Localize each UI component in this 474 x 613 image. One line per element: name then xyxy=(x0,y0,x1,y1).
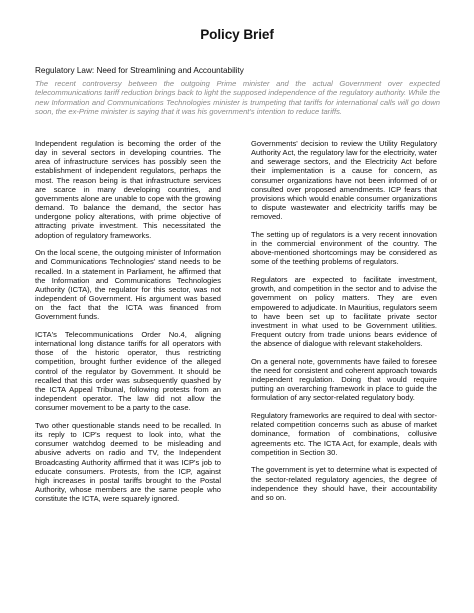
body-paragraph: ICTA's Telecommunications Order No.4, aligning international long distance tariffs for all operators with those of the historic operator, thus restricting competition, brought further evidence of the alleged control of the regulator by Government. It should be recalled that this order was subsequently quashed by the ICTA Appeal Tribunal, following protests from an independent operator. The law did not allow the consumer movement to be a party to the case. xyxy=(35,329,221,413)
body-paragraph: The setting up of regulators is a very recent innovation in the commercial environment of the country. The above-mentioned shortcomings may be considered as some of the teething problems of regulators. xyxy=(251,229,437,267)
body-paragraph: On the local scene, the outgoing minister of Information and Communications Technologies' stand needs to be recalled. In a statement in Parliament, he affirmed that the Information and Communications Technologies Authority (ICTA), the regulator for this sector, was not independent of Government. His argument was based on the fact that the ICTA was financed from Government funds. xyxy=(35,248,221,322)
body-paragraph: Independent regulation is becoming the order of the day in several sectors in developing countries. The area of infrastructure services has possibly seen the establishment of independent regulators, perhaps the most. The reason being is that infrastructure services are scarce in many developing countries, and governments alone are unable to cope with the growing demand. To balance the demand, the sector has undergone policy alterations, with prime objective of attracting private investment. This necessitated the adoption of regulatory frameworks. xyxy=(35,139,221,240)
body-paragraph: Regulatory frameworks are required to deal with sector-related competition concerns such as abuse of market dominance, formation of combinations, collusive agreements etc. The ICTA Act, for example, deals with competition in Section 30. xyxy=(251,411,437,457)
body-paragraph: On a general note, governments have failed to foresee the need for consistent and coherent approach towards independent regulation. Doing that would require putting an overarching framework in place to guide the formulation of any sector-related regulatory body. xyxy=(251,356,437,403)
page-title: Policy Brief xyxy=(200,27,274,42)
body-paragraph: Two other questionable stands need to be recalled. In its reply to ICP's request to look into, what the consumer watchdog deemed to be misleading and abusive adverts on radio and TV, the Independent Broadcasting Authority affirmed that it was ICP's job to educate consumers. Protests, from the ICP, against high increases in postal tariffs brought to the Postal Authority, whose members are the same people who constitute the ICTA, were squarely ignored. xyxy=(35,420,221,504)
body-paragraph: Regulators are expected to facilitate investment, growth, and competition in the sector and to advise the government on policy matters. They are even empowered to adjudicate. In Mauritius, regulators seem to have been set up to facilitate private sector investment in what used to be Government utilities. Frequent outcry from trade unions bears evidence of the absence of dialogue with relevant stakeholders. xyxy=(251,275,437,349)
body-paragraph: The government is yet to determine what is expected of the sector-related regulatory agencies, the degree of independence they should have, their accountability and so on. xyxy=(251,465,437,502)
section-subtitle: Regulatory Law: Need for Streamlining and Accountability xyxy=(35,66,244,75)
left-column xyxy=(35,139,221,512)
body-paragraph: Governments' decision to review the Utility Regulatory Authority Act, the regulatory law for the electricity, water and sewerage sectors, and the Electricity Act before their implementation is a cause for concern, as consumer organizations have not been informed of or consulted over proposed amendments. ICP fears that provisions which would enable consumer organizations to dispute wastewater and electricity tariffs may be removed. xyxy=(251,139,437,222)
lead-paragraph: The recent controversy between the outgoing Prime minister and the actual Government over expected telecommunications tariff reduction brings back to light the supposed independence of the regulatory authority. While the new Information and Communications Technologies minister is trumpeting that tariffs for international calls will go down soon, the ex-Prime minister is saying that it was his government's intention to reduce tariffs. xyxy=(35,79,440,117)
right-column xyxy=(251,139,437,510)
